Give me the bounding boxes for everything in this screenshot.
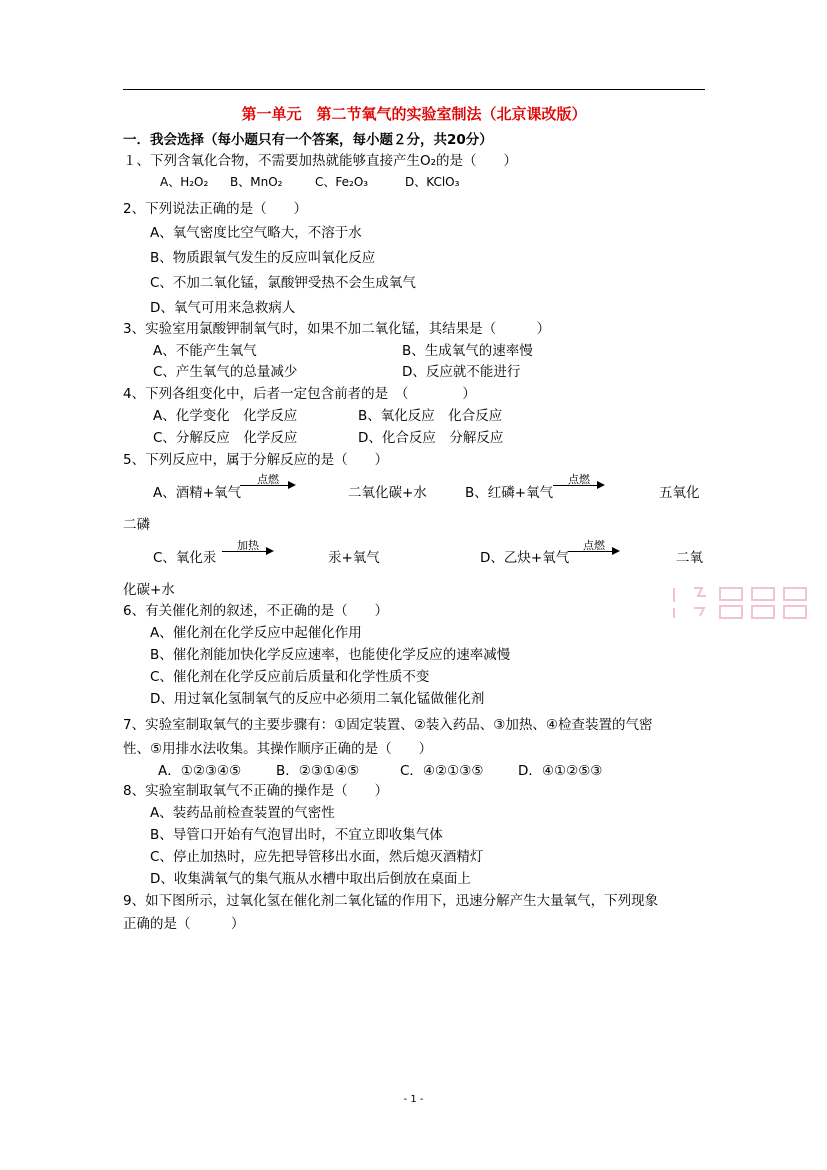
q5-option-a-arrow xyxy=(240,471,296,497)
q5-option-d-arrow xyxy=(568,537,620,563)
q2-option-b: B、物质跟氧气发生的反应叫氧化反应 xyxy=(150,250,376,266)
q7-option-c: C．④②①③⑤ xyxy=(400,763,484,779)
q3-option-b: B、生成氧气的速率慢 xyxy=(402,343,533,359)
q3-option-d: D、反应就不能进行 xyxy=(402,364,521,380)
q5-option-d-reactants: D、乙炔+氧气 xyxy=(480,550,570,566)
q4-option-c: C、分解反应 化学反应 xyxy=(153,430,298,446)
arrow-head-icon xyxy=(612,547,620,555)
q5-option-c-reactants: C、氧化汞 xyxy=(153,550,217,566)
q7-stem-line2: 性、⑤用排水法收集。其操作顺序正确的是（ ） xyxy=(123,741,433,757)
q4-option-d: D、化合反应 分解反应 xyxy=(358,430,504,446)
q7-option-b: B．②③①④⑤ xyxy=(276,763,360,779)
q6-stem: 6、有关催化剂的叙述，不正确的是（ ） xyxy=(123,603,389,619)
q5-option-a-reactants: A、酒精+氧气 xyxy=(153,485,242,501)
watermark-graphic xyxy=(672,582,812,627)
q5-option-b-products-wrap: 二磷 xyxy=(123,517,150,533)
q2-option-c: C、不加二氧化锰，氯酸钾受热不会生成氧气 xyxy=(150,275,416,291)
q6-option-a: A、催化剂在化学反应中起催化作用 xyxy=(150,625,362,641)
arrow-head-icon xyxy=(266,547,274,555)
q1-option-b: B、MnO₂ xyxy=(230,175,283,189)
q3-stem: 3、实验室用氯酸钾制氧气时，如果不加二氧化锰，其结果是（ ） xyxy=(123,321,551,337)
q2-stem: 2、下列说法正确的是（ ） xyxy=(123,201,308,217)
q5-option-d-products-wrap: 化碳+水 xyxy=(123,582,175,598)
header-rule xyxy=(123,89,705,90)
arrow-line xyxy=(240,485,289,486)
q2-option-a: A、氧气密度比空气略大，不溶于水 xyxy=(150,225,362,241)
q5-option-c-condition: 加热 xyxy=(237,539,259,552)
q5-stem: 5、下列反应中，属于分解反应的是（ ） xyxy=(123,452,389,468)
q5-option-a-condition: 点燃 xyxy=(257,473,279,486)
q5-option-d-condition: 点燃 xyxy=(583,539,605,552)
q5-option-d-products: 二氧 xyxy=(676,550,703,566)
q5-option-c-arrow xyxy=(222,537,274,563)
q4-stem: 4、下列各组变化中，后者一定包含前者的是 （ ） xyxy=(123,386,476,402)
arrow-line xyxy=(222,551,267,552)
arrow-head-icon xyxy=(597,481,605,489)
q5-option-b-condition: 点燃 xyxy=(568,473,590,486)
q2-option-d: D、氧气可用来急救病人 xyxy=(150,300,296,316)
q3-option-a: A、不能产生氧气 xyxy=(153,343,257,359)
q8-option-a: A、装药品前检查装置的气密性 xyxy=(150,805,335,821)
section-heading: 一．我会选择（每小题只有一个答案，每小题２分，共20分） xyxy=(123,132,493,148)
q8-option-d: D、收集满氧气的集气瓶从水槽中取出后倒放在桌面上 xyxy=(150,871,471,887)
q5-option-a-products: 二氧化碳+水 xyxy=(348,485,427,501)
q5-option-b-reactants: B、红磷+氧气 xyxy=(465,485,554,501)
q1-option-a: A、H₂O₂ xyxy=(160,175,209,189)
q5-option-b-arrow xyxy=(553,471,605,497)
q8-option-b: B、导管口开始有气泡冒出时，不宜立即收集气体 xyxy=(150,827,443,843)
q1-stem: １、下列含氧化合物，不需要加热就能够直接产生O₂的是（ ） xyxy=(123,153,518,169)
q5-option-b-products: 五氧化 xyxy=(659,485,700,501)
q7-option-a: A．①②③④⑤ xyxy=(158,763,242,779)
q3-option-c: C、产生氧气的总量减少 xyxy=(153,364,298,380)
q6-option-d: D、用过氧化氢制氧气的反应中必须用二氧化锰做催化剂 xyxy=(150,691,485,707)
page-number: - 1 - xyxy=(403,1094,424,1105)
q4-option-a: A、化学变化 化学反应 xyxy=(153,408,298,424)
q7-stem-line1: 7、实验室制取氧气的主要步骤有：①固定装置、②装入药品、③加热、④检查装置的气密 xyxy=(123,717,653,733)
q4-option-b: B、氧化反应 化合反应 xyxy=(358,408,503,424)
q6-option-b: B、催化剂能加快化学反应速率，也能使化学反应的速率减慢 xyxy=(150,647,511,663)
page-title: 第一单元 第二节氧气的实验室制法（北京课改版） xyxy=(241,105,587,123)
arrow-head-icon xyxy=(288,481,296,489)
q1-option-c: C、Fe₂O₃ xyxy=(315,175,369,189)
q1-option-d: D、KClO₃ xyxy=(405,175,460,189)
q9-stem-line2: 正确的是（ ） xyxy=(123,916,245,932)
arrow-line xyxy=(568,551,613,552)
arrow-line xyxy=(553,485,598,486)
q5-option-c-products: 汞+氧气 xyxy=(328,550,380,566)
q9-stem-line1: 9、如下图所示，过氧化氢在催化剂二氧化锰的作用下，迅速分解产生大量氧气，下列现象 xyxy=(123,893,659,909)
q8-stem: 8、实验室制取氧气不正确的操作是（ ） xyxy=(123,783,389,799)
q8-option-c: C、停止加热时，应先把导管移出水面，然后熄灭酒精灯 xyxy=(150,849,484,865)
q6-option-c: C、催化剂在化学反应前后质量和化学性质不变 xyxy=(150,669,430,685)
q7-option-d: D．④①②⑤③ xyxy=(518,763,603,779)
